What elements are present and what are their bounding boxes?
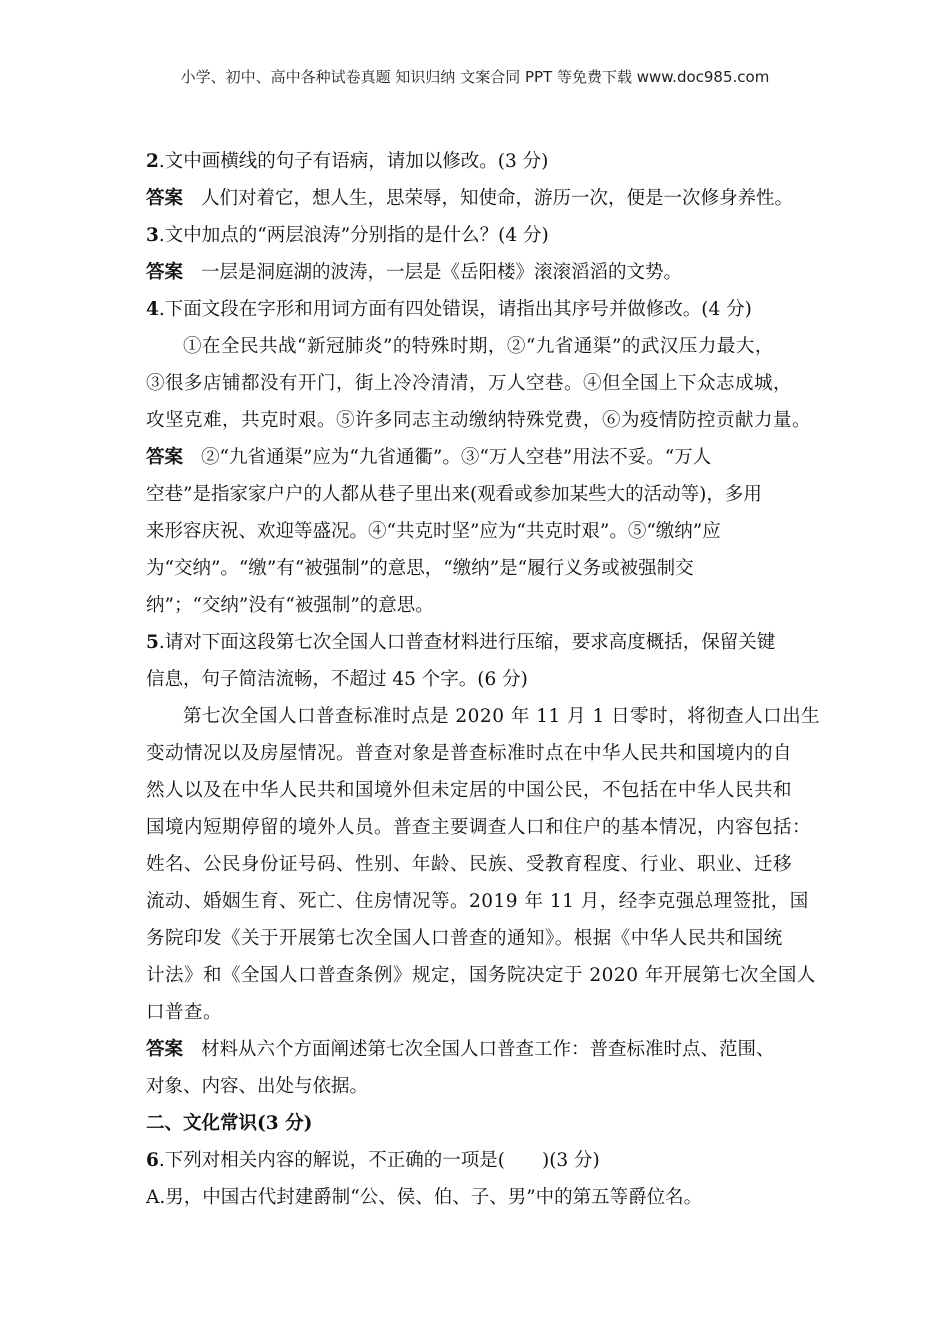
section-title: 二、文化常识(3 分) — [146, 1113, 313, 1134]
answer-line: 纳”；“交纳”没有“被强制”的意思。 — [146, 595, 434, 616]
answer-label: 答案 — [146, 1039, 184, 1060]
passage-line: 攻坚克难，共克时艰。⑤许多同志主动缴纳特殊党费，⑥为疫情防控贡献力量。 — [146, 410, 812, 431]
page-header: 小学、初中、高中各种试卷真题 知识归纳 文案合同 PPT 等免费下载 www.doc985.com — [180, 68, 770, 86]
answer-5 — [146, 1031, 826, 1068]
answer-label: 答案 — [146, 188, 184, 209]
question-text: .下列对相关内容的解说，不正确的一项是( )(3 分) — [158, 1150, 600, 1171]
question-number: 5 — [146, 632, 159, 653]
answer-text: ②“九省通渠”应为“九省通衢”。③“万人空巷”用法不妥。“万人 — [201, 447, 712, 468]
passage-line: 第七次全国人口普查标准时点是 2020 年 11 月 1 日零时，将彻查人口出生 — [183, 706, 821, 727]
question-text: .文中画横线的句子有语病，请加以修改。(3 分) — [158, 151, 549, 172]
question-text: .下面文段在字形和用词方面有四处错误，请指出其序号并做修改。(4 分) — [158, 299, 752, 320]
passage-line: 务院印发《关于开展第七次全国人口普查的通知》。根据《中华人民共和国统 — [146, 928, 783, 949]
question-2 — [146, 143, 826, 180]
answer-2 — [146, 180, 826, 217]
question-6 — [146, 1142, 826, 1179]
question-text: .文中加点的“两层浪涛”分别指的是什么？(4 分) — [158, 225, 549, 246]
question-5 — [146, 624, 826, 661]
question-number: 4 — [146, 299, 159, 320]
passage-line: ③很多店铺都没有开门，街上冷冷清清，万人空巷。④但全国上下众志成城， — [146, 373, 793, 394]
question-text-line: 信息，句子简洁流畅，不超过 45 个字。(6 分) — [146, 669, 528, 690]
question-4 — [146, 291, 826, 328]
passage-line: ①在全民共战“新冠肺炎”的特殊时期，②“九省通渠”的武汉压力最大， — [183, 336, 774, 357]
answer-3 — [146, 254, 826, 291]
answer-line: 为“交纳”。“缴”有“被强制”的意思，“缴纳”是“履行义务或被强制交 — [146, 558, 694, 579]
answer-line: 空巷”是指家家户户的人都从巷子里出来(观看或参加某些大的活动等)，多用 — [146, 484, 762, 505]
answer-line: 来形容庆祝、欢迎等盛况。④“共克时坚”应为“共克时艰”。⑤“缴纳”应 — [146, 521, 721, 542]
answer-line: 对象、内容、出处与依据。 — [146, 1076, 369, 1097]
passage-line: 姓名、公民身份证号码、性别、年龄、民族、受教育程度、行业、职业、迁移 — [146, 854, 793, 875]
passage-line: 计法》和《全国人口普查条例》规定，国务院决定于 2020 年开展第七次全国人 — [146, 965, 816, 986]
passage-line: 变动情况以及房屋情况。普查对象是普查标准时点在中华人民共和国境内的自 — [146, 743, 793, 764]
content-body — [146, 143, 826, 1216]
question-number: 6 — [146, 1150, 159, 1171]
question-3 — [146, 217, 826, 254]
answer-label: 答案 — [146, 262, 184, 283]
passage-line: 然人以及在中华人民共和国境外但未定居的中国公民，不包括在中华人民共和 — [146, 780, 793, 801]
answer-4 — [146, 439, 826, 476]
passage-line: 口普查。 — [146, 1002, 223, 1023]
answer-text: 一层是洞庭湖的波涛，一层是《岳阳楼》滚滚滔滔的文势。 — [201, 262, 683, 283]
answer-text: 材料从六个方面阐述第七次全国人口普查工作：普查标准时点、范围、 — [201, 1039, 775, 1060]
question-text: .请对下面这段第七次全国人口普查材料进行压缩，要求高度概括，保留关键 — [158, 632, 776, 653]
option-a: A.男，中国古代封建爵制“公、侯、伯、子、男”中的第五等爵位名。 — [146, 1187, 703, 1208]
answer-label: 答案 — [146, 447, 184, 468]
answer-text: 人们对着它，想人生，思荣辱，知使命，游历一次，便是一次修身养性。 — [201, 188, 794, 209]
passage-line: 国境内短期停留的境外人员。普查主要调查人口和住户的基本情况，内容包括： — [146, 817, 812, 838]
passage-line: 流动、婚姻生育、死亡、住房情况等。2019 年 11 月，经李克强总理签批，国 — [146, 891, 809, 912]
question-number: 2 — [146, 151, 159, 172]
question-number: 3 — [146, 225, 159, 246]
